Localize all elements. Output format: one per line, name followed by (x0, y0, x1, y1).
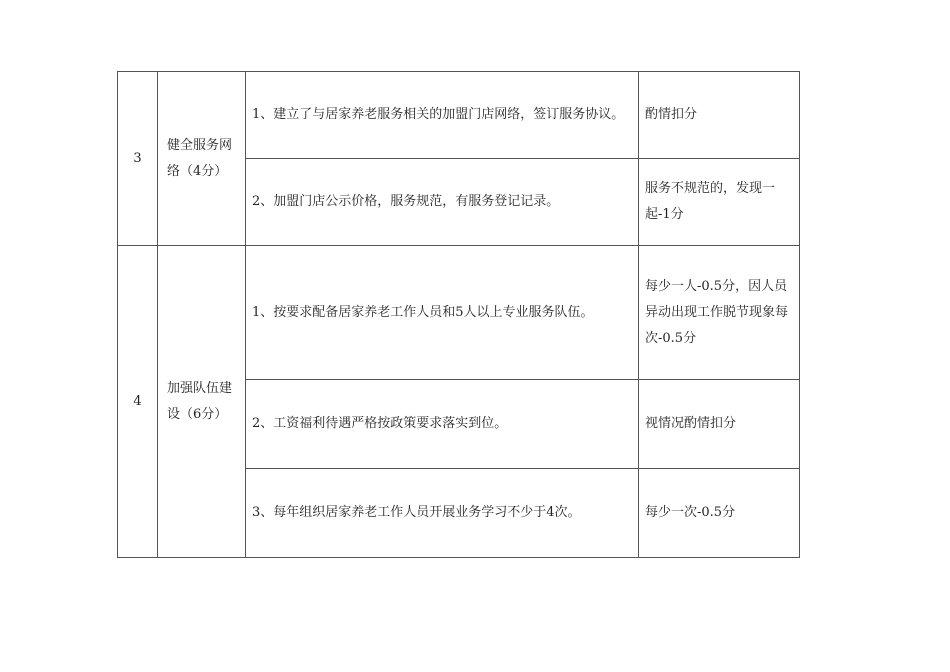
category-cell: 健全服务网络（4分） (158, 72, 246, 246)
requirement-cell: 1、建立了与居家养老服务相关的加盟门店网络，签订服务协议。 (246, 72, 639, 159)
scoring-cell: 每少一次-0.5分 (639, 469, 800, 558)
table-row (118, 246, 800, 380)
scoring-cell: 服务不规范的，发现一起-1分 (639, 159, 800, 246)
scoring-cell: 酌情扣分 (639, 72, 800, 159)
table-row (118, 72, 800, 159)
scoring-cell: 每少一人-0.5分，因人员异动出现工作脱节现象每次-0.5分 (639, 246, 800, 380)
requirement-cell: 1、按要求配备居家养老工作人员和5人以上专业服务队伍。 (246, 246, 639, 380)
requirement-cell: 2、工资福利待遇严格按政策要求落实到位。 (246, 380, 639, 469)
category-cell: 加强队伍建设（6分） (158, 246, 246, 558)
requirement-cell: 3、每年组织居家养老工作人员开展业务学习不少于4次。 (246, 469, 639, 558)
requirement-cell: 2、加盟门店公示价格，服务规范，有服务登记记录。 (246, 159, 639, 246)
scoring-cell: 视情况酌情扣分 (639, 380, 800, 469)
row-number: 3 (118, 72, 158, 246)
assessment-table (117, 71, 800, 558)
row-number: 4 (118, 246, 158, 558)
